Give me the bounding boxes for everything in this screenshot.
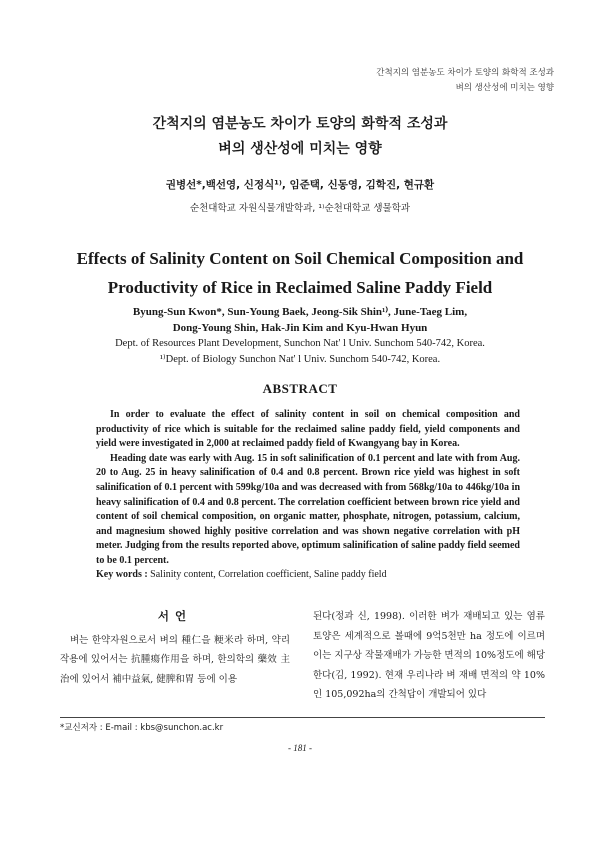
- running-header: [376, 66, 554, 96]
- intro-right-column: [313, 607, 545, 705]
- english-authors-line2: Dong-Young Shin, Hak-Jin Kim and Kyu-Hwan Hyun: [172, 322, 428, 334]
- abstract-paragraph-2: Heading date was early with Aug. 15 in soft salinification of 0.1 percent and late with from Aug. 20 to Aug. 25 in heavy salinification of 0.4 and 0.8 percent. Brown rice yield was highest in soft salinification of 0.1 percent with 599kg/10a and was decreased with from 568kg/10a to 446kg/10a in heavy salinification of 0.4 and 0.8 percent. The correlation coefficient between brown rice yield and content of soil chemical composition, on organic matter, phosphate, nitrogen, potassium, calcium, and magnesium showed highly positive correlation and was shown negative correlation with pH meter. Judging from the results reported above, optimum salinification of saline paddy field seemed to be 0.1 percent.: [96, 452, 520, 566]
- english-affiliation-line2: ¹⁾Dept. of Biology Sunchon Nat' l Univ. Sunchom 540-742, Korea.: [159, 354, 441, 365]
- english-affiliation-line1: Dept. of Resources Plant Development, Sunchon Nat' l Univ. Sunchom 540-742, Korea.: [115, 338, 485, 349]
- intro-right-text: 된다(정과 신, 1998). 이러한 벼가 재배되고 있는 염류토양은 세계적으로 볼때에 9억5천만 ha 정도에 이르며 이는 지구상 작물재배가 가능한 면적의 10%정도에 해당한다(김, 1992). 현재 우리나라 벼 재배 면적의 약 10%인 105,092ha의 간척답이 개발되어 있다: [313, 611, 545, 700]
- footnote-divider: [60, 717, 545, 718]
- keywords-label: Key words :: [96, 569, 148, 580]
- intro-heading: 서언: [157, 609, 193, 623]
- korean-title-line1: 간척지의 염분농도 차이가 토양의 화학적 조성과: [152, 116, 448, 132]
- english-title-line1: Effects of Salinity Content on Soil Chemical Composition and: [76, 249, 524, 268]
- running-header-line2: 벼의 생산성에 미치는 영향: [455, 83, 554, 93]
- abstract-heading: ABSTRACT: [262, 381, 338, 396]
- abstract-paragraph-1: In order to evaluate the effect of salinity content in soil on chemical composition and productivity of rice which is suitable for the reclaimed saline paddy field, yield components and yield were investigated in 2,000 at reclaimed paddy field of Kwangyang bay in Korea.: [96, 409, 520, 450]
- english-affiliation: [0, 336, 600, 368]
- korean-affiliation: 순천대학교 자원식물개발학과, ¹⁾순천대학교 생물학과: [189, 203, 411, 214]
- keywords: [96, 569, 536, 580]
- korean-title-line2: 벼의 생산성에 미치는 영향: [218, 141, 382, 157]
- intro-left-column: [60, 607, 290, 689]
- english-title: [0, 244, 600, 302]
- running-header-line1: 간척지의 염분농도 차이가 토양의 화학적 조성과: [376, 68, 554, 78]
- footnote: *교신저자 : E-mail : kbs@sunchon.ac.kr: [60, 723, 224, 733]
- abstract-body: [96, 408, 520, 569]
- english-title-line2: Productivity of Rice in Reclaimed Saline Paddy Field: [107, 278, 493, 297]
- english-authors: [0, 304, 600, 336]
- page-number: - 181 -: [288, 743, 312, 753]
- english-authors-line1: Byung-Sun Kwon*, Sun-Young Baek, Jeong-Sik Shin¹⁾, June-Taeg Lim,: [132, 306, 468, 318]
- keywords-text: Salinity content, Correlation coefficient, Saline paddy field: [147, 569, 387, 580]
- intro-left-text: 벼는 한약자원으로서 벼의 種仁을 粳米라 하며, 약리작용에 있어서는 抗腫瘍作用을 하며, 한의학의 藥效 主治에 있어서 補中益氣, 健脾和胃 등에 이용: [60, 634, 290, 685]
- korean-title: [0, 112, 600, 162]
- korean-authors: 권병선*,백선영, 신정식¹⁾, 임준택, 신동영, 김학진, 현규환: [165, 179, 435, 191]
